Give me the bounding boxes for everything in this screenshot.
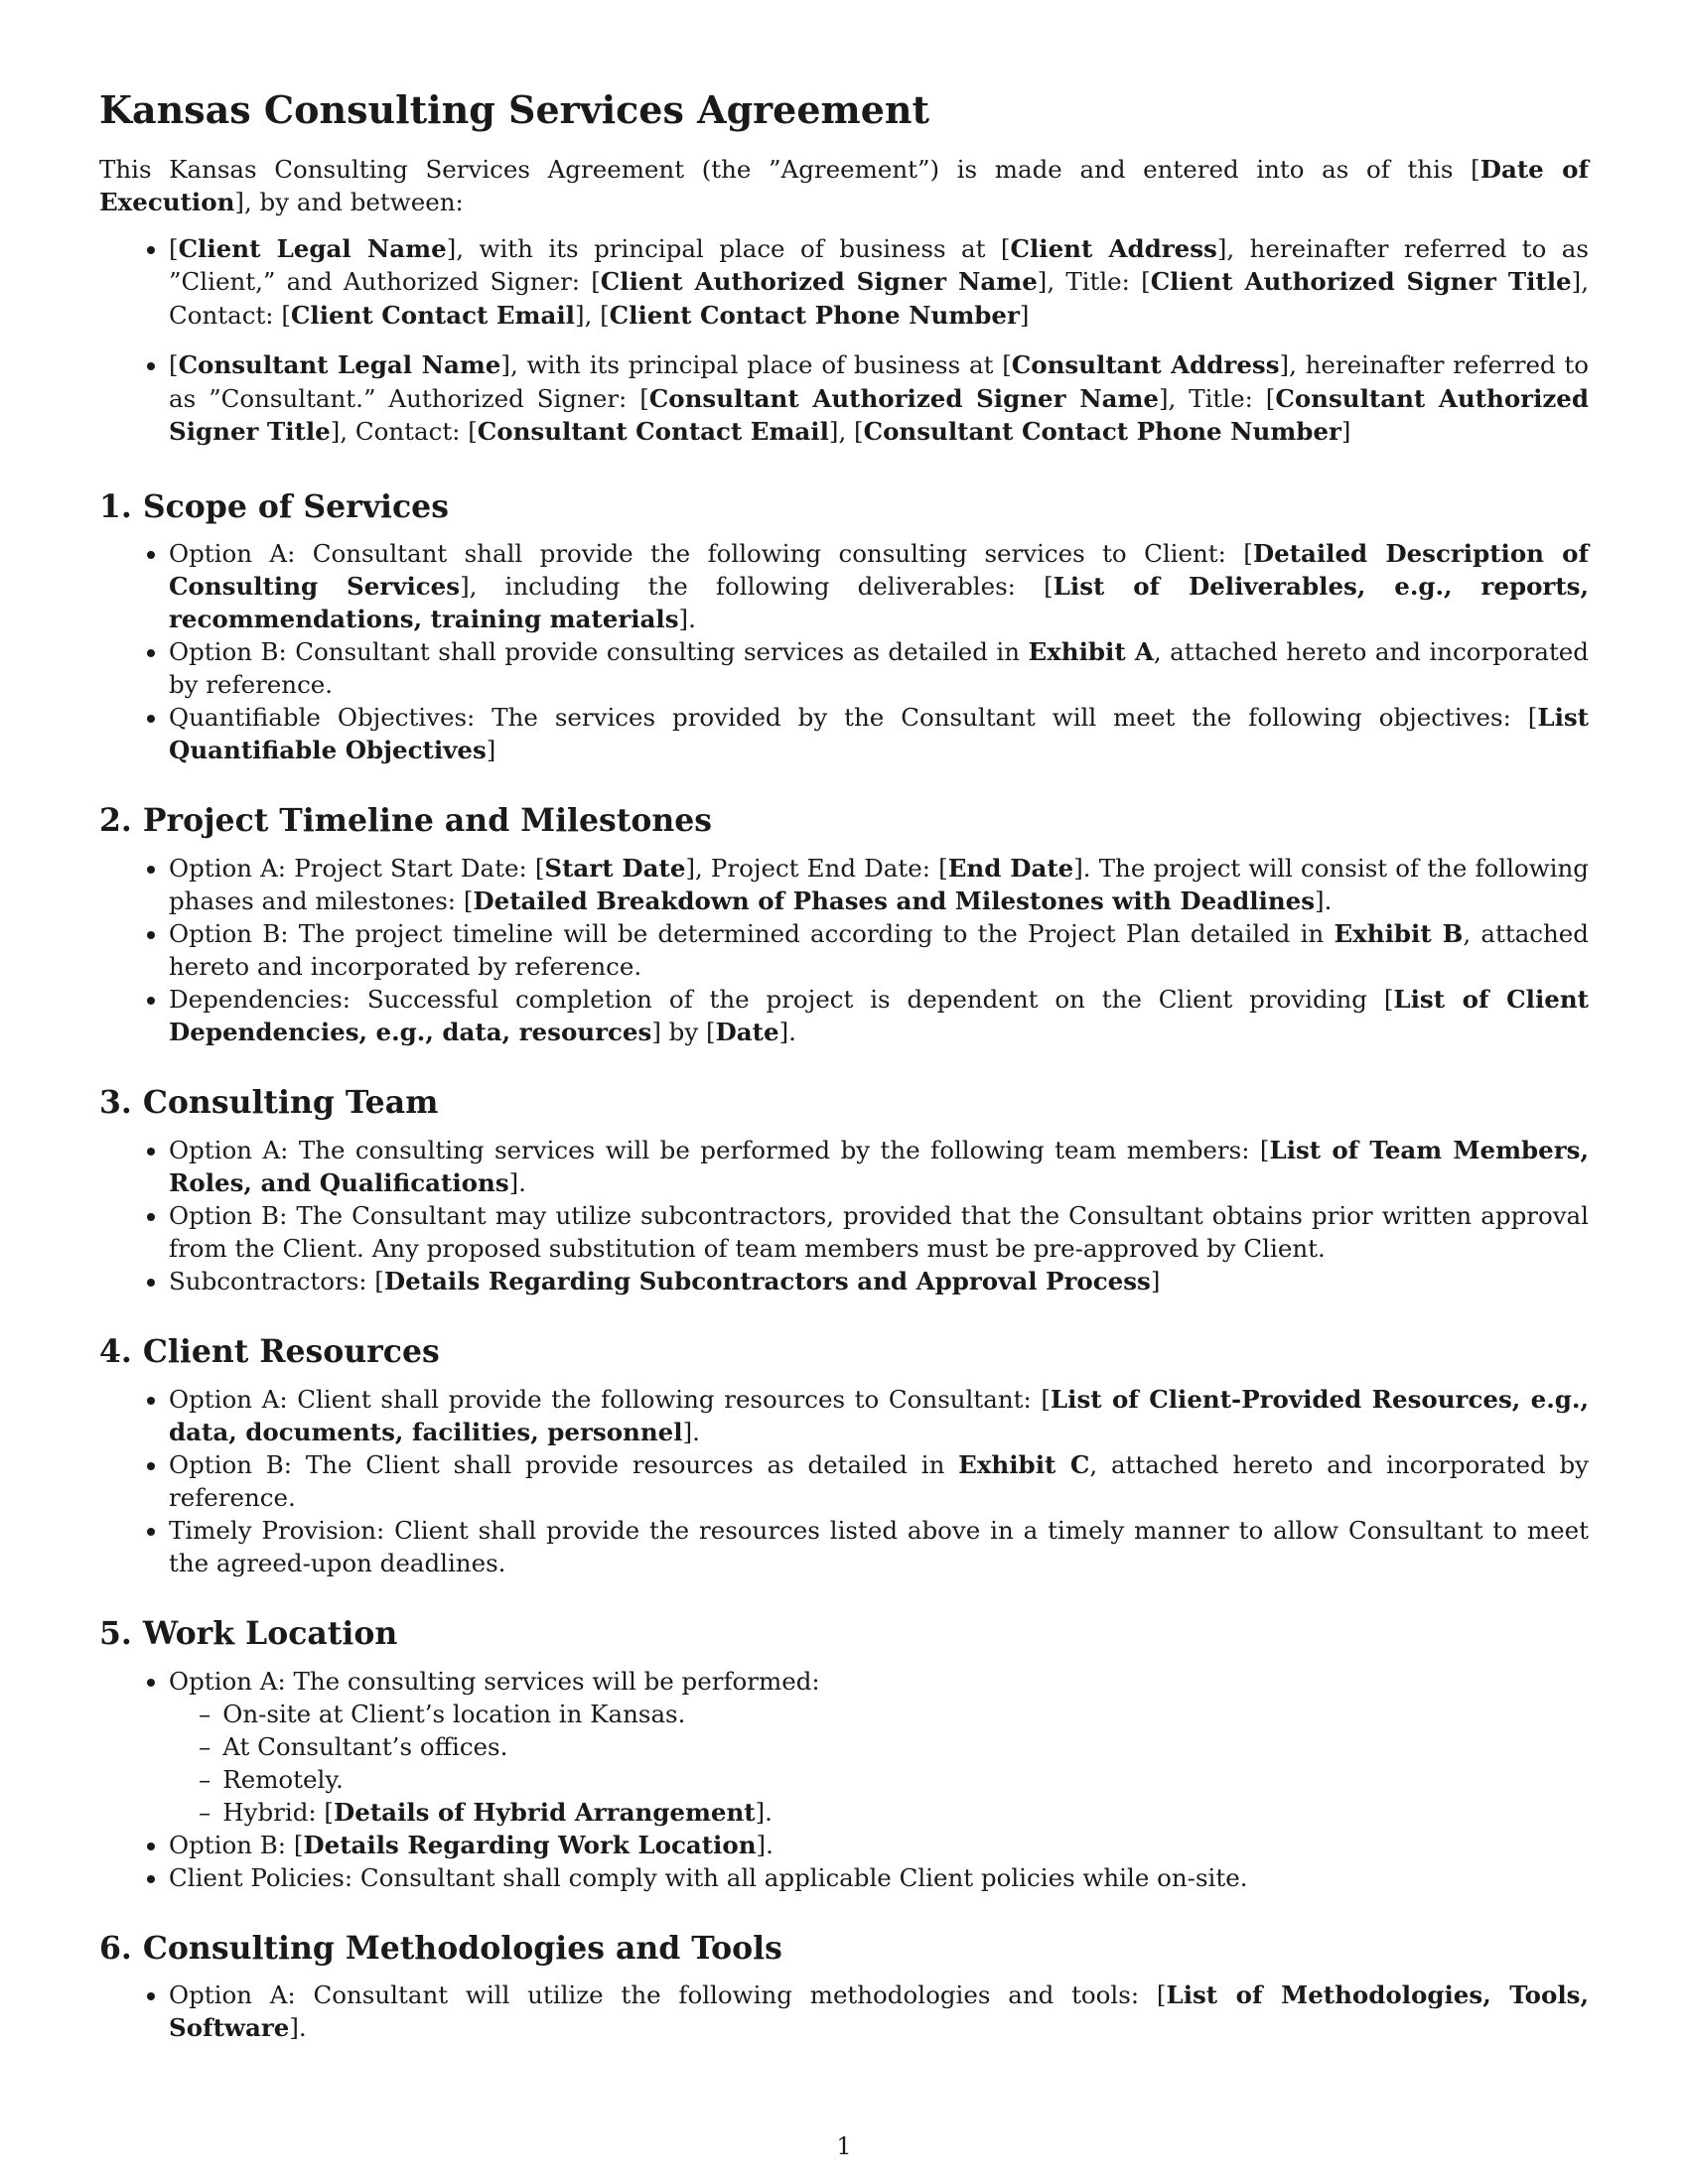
placeholder: Details of Hybrid Arrangement <box>333 1797 756 1827</box>
section-list-scope <box>99 537 1589 766</box>
placeholder: Detailed Breakdown of Phases and Milestones with Deadlines <box>473 887 1316 916</box>
sub-list <box>169 1698 1589 1829</box>
placeholder: Client Authorized Signer Title <box>1150 267 1572 297</box>
list-item <box>169 1979 1589 2044</box>
text: Option A: Project Start Date: [ <box>169 854 545 884</box>
text: Option B: The project timeline will be determined according to the Project Plan detailed in <box>169 919 1335 949</box>
exhibit-reference: Exhibit B <box>1334 919 1464 949</box>
text: Option A: Consultant will utilize the following methodologies and tools: [ <box>169 1980 1167 2010</box>
text: ] <box>1019 300 1030 330</box>
placeholder: Detailed Description of Consulting Services <box>169 539 1590 602</box>
text: Option A: Consultant shall provide the following consulting services to Client: [ <box>169 539 1253 569</box>
text: ], Project End Date: [ <box>685 854 948 884</box>
placeholder: Consultant Legal Name <box>178 350 501 380</box>
sub-list-item <box>199 1730 1589 1763</box>
list-item <box>169 635 1589 701</box>
text: [ <box>169 350 179 380</box>
text: ], hereinafter referred to as ”Consultant.” Authorized Signer: [ <box>169 350 1590 413</box>
text: Option A: Client shall provide the following resources to Consultant: [ <box>169 1384 1051 1414</box>
parties-list <box>99 232 1589 449</box>
text: ]. The project will consist of the following phases and milestones: [ <box>169 854 1589 916</box>
placeholder: End Date <box>947 854 1074 884</box>
placeholder: Client Contact Email <box>290 300 575 330</box>
list-item <box>169 1861 1589 1894</box>
text: ] <box>1150 1266 1161 1296</box>
text: ], Contact: [ <box>330 417 478 447</box>
placeholder: List of Client-Provided Resources, e.g., data, documents, facilities, personnel <box>169 1384 1589 1446</box>
text: Option B: [ <box>169 1830 304 1859</box>
text: ], Contact: [ <box>169 267 1589 330</box>
text: , attached hereto and incorporated by reference. <box>169 637 1589 700</box>
section-heading-client-resources: 4. Client Resources <box>99 1332 440 1370</box>
text: ]. <box>508 1167 526 1197</box>
text: Timely Provision: Client shall provide the resources listed above in a timely manner to allow Consultant to meet the agreed-upon deadlines. <box>169 1515 1589 1577</box>
list-item <box>169 917 1589 983</box>
placeholder: Client Authorized Signer Name <box>600 267 1038 297</box>
sub-list-item <box>199 1698 1589 1730</box>
placeholder: List of Deliverables, e.g., reports, recommendations, training materials <box>169 572 1589 634</box>
text: ]. <box>289 2013 307 2043</box>
placeholder: Client Legal Name <box>178 233 447 263</box>
text: ]. <box>1315 887 1333 916</box>
list-item <box>169 1448 1589 1514</box>
text: Option B: The Client shall provide resources as detailed in <box>169 1449 959 1479</box>
text: ] <box>486 736 496 765</box>
list-item <box>169 537 1589 635</box>
list-item <box>169 1829 1589 1861</box>
section-heading-timeline: 2. Project Timeline and Milestones <box>99 802 713 840</box>
sub-list-item <box>199 1763 1589 1796</box>
section-list-team <box>99 1134 1589 1297</box>
text: Option A: The consulting services will be performed by the following team members: [ <box>169 1135 1270 1164</box>
text: ], [ <box>574 300 610 330</box>
intro-paragraph <box>99 153 1589 218</box>
section-list-work-location <box>99 1665 1589 1894</box>
text: At Consultant’s offices. <box>222 1731 508 1761</box>
list-item <box>169 983 1589 1048</box>
placeholder: Consultant Contact Email <box>477 417 829 447</box>
placeholder: List Quantifiable Objectives <box>169 703 1589 765</box>
section-heading-methodologies: 6. Consulting Methodologies and Tools <box>99 1929 782 1967</box>
dash-marker: – <box>199 1699 211 1728</box>
exhibit-reference: Exhibit A <box>1028 637 1154 667</box>
dash-marker: – <box>199 1764 211 1794</box>
text: ], hereinafter referred to as ”Client,” and Authorized Signer: [ <box>169 233 1589 297</box>
text: [ <box>169 233 179 263</box>
placeholder: Consultant Contact Phone Number <box>863 417 1341 447</box>
list-item <box>169 852 1589 917</box>
section-heading-team: 3. Consulting Team <box>99 1084 439 1122</box>
section-heading-work-location: 5. Work Location <box>99 1614 398 1652</box>
placeholder: Client Contact Phone Number <box>609 300 1020 330</box>
text: ]. <box>678 605 696 634</box>
page-number: 1 <box>836 2132 852 2160</box>
list-item <box>169 1514 1589 1579</box>
party-client <box>169 232 1589 333</box>
intro-text: This Kansas Consulting Services Agreement (the ”Agreement”) is made and entered into as of this [ <box>99 154 1480 184</box>
placeholder: Details Regarding Work Location <box>303 1830 757 1859</box>
text: Option B: The Consultant may utilize subcontractors, provided that the Consultant obtains prior written approval from the Client. Any proposed substitution of team members must be pre-approved by Client. <box>169 1200 1589 1263</box>
section-heading-scope: 1. Scope of Services <box>99 487 449 525</box>
text: Client Policies: Consultant shall comply with all applicable Client policies while on-site. <box>169 1862 1248 1892</box>
placeholder: Consultant Authorized Signer Title <box>169 383 1590 447</box>
placeholder: Client Address <box>1010 233 1217 263</box>
section-list-methodologies <box>99 1979 1589 2044</box>
list-item <box>169 701 1589 766</box>
section-list-client-resources <box>99 1383 1589 1579</box>
party-consultant <box>169 348 1589 449</box>
sub-list-item <box>199 1796 1589 1829</box>
list-item <box>169 1134 1589 1199</box>
text: On-site at Client’s location in Kansas. <box>222 1699 686 1728</box>
text: Option A: The consulting services will be performed: <box>169 1666 820 1696</box>
text: , attached hereto and incorporated by reference. <box>169 919 1589 982</box>
placeholder: Date <box>715 1018 779 1047</box>
placeholder: Consultant Authorized Signer Name <box>648 383 1159 413</box>
text: Subcontractors: [ <box>169 1266 384 1296</box>
placeholder: List of Team Members, Roles, and Qualifications <box>169 1135 1589 1197</box>
text: , attached hereto and incorporated by reference. <box>169 1449 1589 1512</box>
text: Dependencies: Successful completion of the project is dependent on the Client providing [ <box>169 985 1394 1015</box>
text: ] <box>1340 417 1351 447</box>
placeholder: List of Client Dependencies, e.g., data, resources <box>169 985 1589 1047</box>
placeholder: Start Date <box>544 854 686 884</box>
text: ]. <box>682 1417 700 1446</box>
text: Hybrid: [ <box>222 1797 334 1827</box>
intro-placeholder: Date of Execution <box>99 154 1589 216</box>
text: Option B: Consultant shall provide consulting services as detailed in <box>169 637 1029 667</box>
dash-marker: – <box>199 1797 211 1827</box>
placeholder: List of Methodologies, Tools, Software <box>169 1980 1589 2043</box>
placeholder: Details Regarding Subcontractors and Approval Process <box>383 1266 1151 1296</box>
document-title: Kansas Consulting Services Agreement <box>99 87 930 132</box>
text: ], Title: [ <box>1037 267 1151 297</box>
exhibit-reference: Exhibit C <box>958 1449 1090 1479</box>
placeholder: Consultant Address <box>1011 350 1280 380</box>
text: ]. <box>756 1830 774 1859</box>
text: ] by [ <box>651 1018 716 1047</box>
text: ], including the following deliverables: [ <box>460 572 1054 602</box>
list-item <box>169 1665 1589 1829</box>
dash-marker: – <box>199 1731 211 1761</box>
section-list-timeline <box>99 852 1589 1048</box>
list-item <box>169 1265 1589 1297</box>
list-item <box>169 1199 1589 1265</box>
text: ], [ <box>828 417 864 447</box>
list-item <box>169 1383 1589 1448</box>
text: ], with its principal place of business at [ <box>446 233 1011 263</box>
text: ]. <box>778 1018 796 1047</box>
text: Quantifiable Objectives: The services provided by the Consultant will meet the following objectives: [ <box>169 703 1538 733</box>
text: Remotely. <box>222 1764 344 1794</box>
text: ], Title: [ <box>1158 383 1276 413</box>
text: ], with its principal place of business at [ <box>500 350 1012 380</box>
intro-text: ], by and between: <box>234 187 464 216</box>
text: ]. <box>755 1797 773 1827</box>
